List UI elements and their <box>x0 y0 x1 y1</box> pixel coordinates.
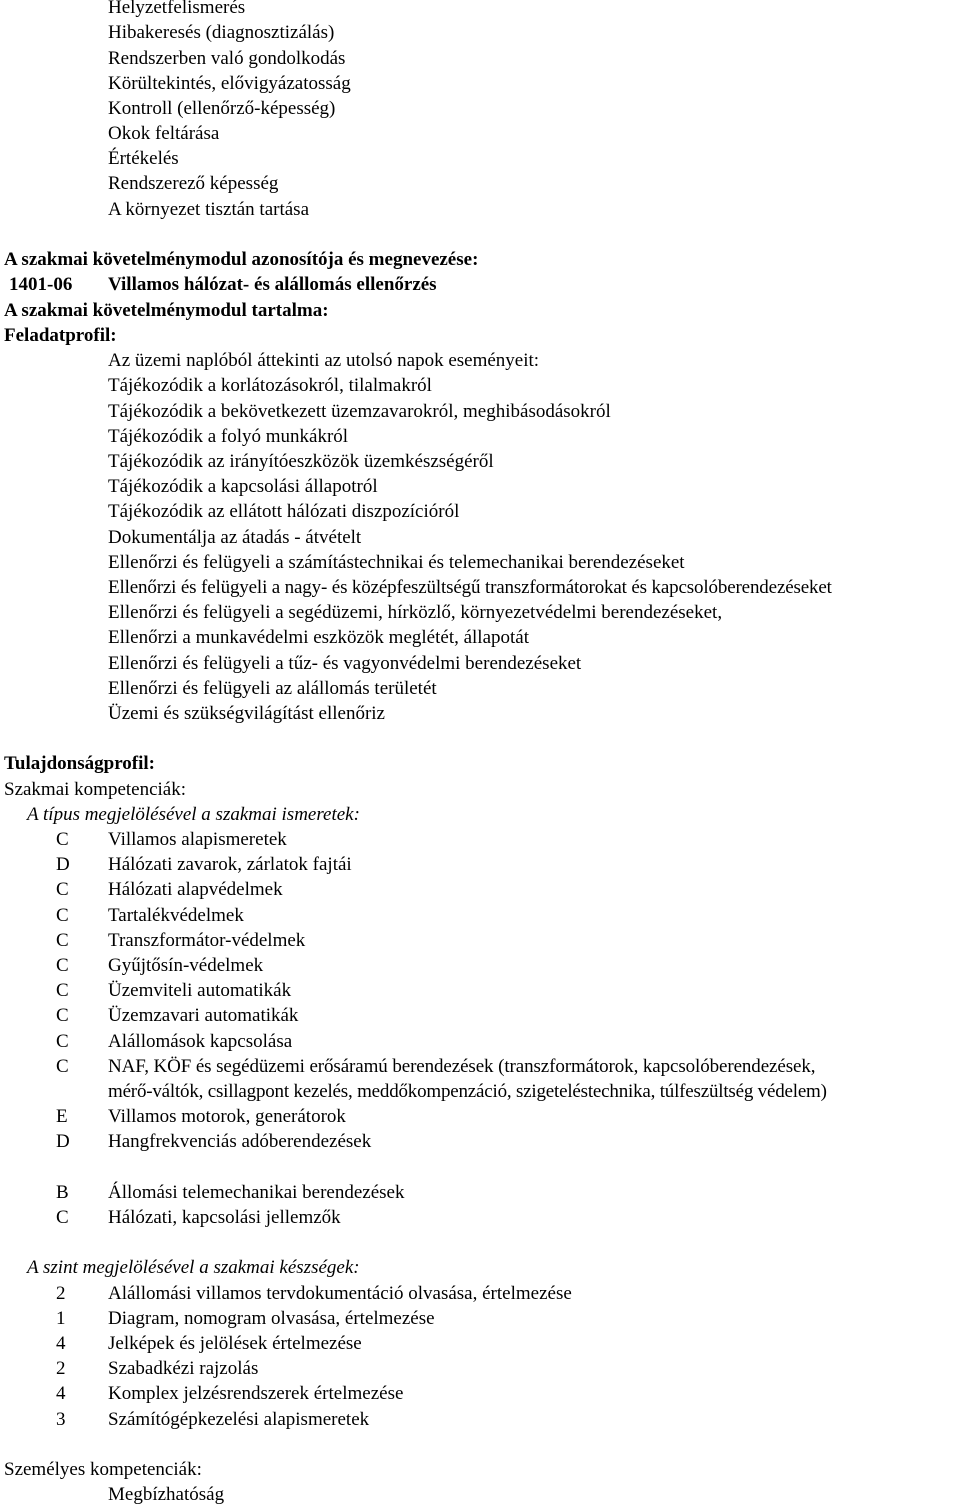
knowledge-grade: E <box>56 1106 68 1127</box>
personal-competencies-heading: Személyes kompetenciák: <box>4 1459 202 1480</box>
list-item: Rendszerben való gondolkodás <box>108 48 346 69</box>
skill-item: Jelképek és jelölések értelmezése <box>108 1333 362 1354</box>
task-item: Tájékozódik a folyó munkákról <box>108 426 349 447</box>
professional-competencies-heading: Szakmai kompetenciák: <box>4 779 187 800</box>
knowledge-grade: C <box>56 980 69 1001</box>
knowledge-item: Alállomások kapcsolása <box>108 1031 293 1052</box>
knowledge-item: Villamos alapismeretek <box>108 829 287 850</box>
task-item: Ellenőrzi és felügyeli a nagy- és középfeszültségű transzformátorokat és kapcsolóberendezéseket <box>108 577 832 598</box>
knowledge-grade: C <box>56 1207 69 1228</box>
task-item: Tájékozódik az ellátott hálózati diszpozícióról <box>108 501 460 522</box>
knowledge-item: Tartalékvédelmek <box>108 905 244 926</box>
module-code: 1401-06 <box>9 274 73 295</box>
module-content-heading: A szakmai követelménymodul tartalma: <box>4 300 329 321</box>
knowledge-item: Hálózati alapvédelmek <box>108 879 283 900</box>
personal-item: Megbízhatóság <box>108 1484 225 1505</box>
module-name: Villamos hálózat- és alállomás ellenőrzés <box>108 274 437 295</box>
knowledge-grade: B <box>56 1182 69 1203</box>
knowledge-item: Hálózati zavarok, zárlatok fajtái <box>108 854 352 875</box>
knowledge-grade: C <box>56 905 69 926</box>
list-item: Értékelés <box>108 148 179 169</box>
knowledge-item: Hangfrekvenciás adóberendezések <box>108 1131 372 1152</box>
task-item: Dokumentálja az átadás - átvételt <box>108 527 362 548</box>
knowledge-grade: C <box>56 829 69 850</box>
knowledge-grade: C <box>56 879 69 900</box>
skill-item: Számítógépkezelési alapismeretek <box>108 1409 370 1430</box>
knowledge-item-continuation: mérő-váltók, csillagpont kezelés, meddőkompenzáció, szigeteléstechnika, túlfeszültség védelem) <box>108 1081 827 1102</box>
module-id-heading: A szakmai követelménymodul azonosítója és megnevezése: <box>4 249 479 270</box>
skills-heading: A szint megjelölésével a szakmai készségek: <box>27 1257 360 1278</box>
list-item: Helyzetfelismerés <box>108 0 246 18</box>
skill-item: Diagram, nomogram olvasása, értelmezése <box>108 1308 435 1329</box>
skill-item: Szabadkézi rajzolás <box>108 1358 259 1379</box>
knowledge-item: Hálózati, kapcsolási jellemzők <box>108 1207 341 1228</box>
knowledge-grade: C <box>56 1056 69 1077</box>
task-item: Tájékozódik a kapcsolási állapotról <box>108 476 378 497</box>
task-item: Ellenőrzi és felügyeli az alállomás területét <box>108 678 437 699</box>
knowledge-grade: C <box>56 930 69 951</box>
skill-level: 4 <box>56 1333 66 1354</box>
skill-item: Alállomási villamos tervdokumentáció olvasása, értelmezése <box>108 1283 572 1304</box>
skill-level: 1 <box>56 1308 66 1329</box>
task-item: Ellenőrzi és felügyeli a segédüzemi, hírközlő, környezetvédelmi berendezéseket, <box>108 602 723 623</box>
task-item: Az üzemi naplóból áttekinti az utolsó napok eseményeit: <box>108 350 540 371</box>
task-item: Ellenőrzi a munkavédelmi eszközök meglétét, állapotát <box>108 627 530 648</box>
list-item: A környezet tisztán tartása <box>108 199 310 220</box>
task-item: Tájékozódik az irányítóeszközök üzemkészségéről <box>108 451 494 472</box>
knowledge-heading: A típus megjelölésével a szakmai ismeretek: <box>27 804 360 825</box>
list-item: Hibakeresés (diagnosztizálás) <box>108 22 335 43</box>
knowledge-grade: C <box>56 1031 69 1052</box>
knowledge-item: Gyűjtősín-védelmek <box>108 955 264 976</box>
list-item: Kontroll (ellenőrző-képesség) <box>108 98 336 119</box>
list-item: Körültekintés, elővigyázatosság <box>108 73 351 94</box>
skill-level: 4 <box>56 1383 66 1404</box>
task-item: Ellenőrzi és felügyeli a számítástechnikai és telemechanikai berendezéseket <box>108 552 685 573</box>
list-item: Rendszerező képesség <box>108 173 279 194</box>
knowledge-item: NAF, KÖF és segédüzemi erősáramú berendezések (transzformátorok, kapcsolóberendezések, <box>108 1056 816 1077</box>
skill-level: 2 <box>56 1358 66 1379</box>
task-item: Tájékozódik a korlátozásokról, tilalmakról <box>108 375 432 396</box>
skill-level: 2 <box>56 1283 66 1304</box>
task-item: Ellenőrzi és felügyeli a tűz- és vagyonvédelmi berendezéseket <box>108 653 582 674</box>
knowledge-grade: C <box>56 1005 69 1026</box>
knowledge-grade: D <box>56 1131 70 1152</box>
knowledge-item: Transzformátor-védelmek <box>108 930 306 951</box>
property-profile-heading: Tulajdonságprofil: <box>4 753 155 774</box>
task-item: Üzemi és szükségvilágítást ellenőriz <box>108 703 385 724</box>
knowledge-grade: C <box>56 955 69 976</box>
task-item: Tájékozódik a bekövetkezett üzemzavarokról, meghibásodásokról <box>108 401 611 422</box>
knowledge-item: Állomási telemechanikai berendezések <box>108 1182 405 1203</box>
list-item: Okok feltárása <box>108 123 220 144</box>
knowledge-item: Villamos motorok, generátorok <box>108 1106 346 1127</box>
task-profile-heading: Feladatprofil: <box>4 325 117 346</box>
skill-item: Komplex jelzésrendszerek értelmezése <box>108 1383 404 1404</box>
knowledge-item: Üzemzavari automatikák <box>108 1005 299 1026</box>
knowledge-item: Üzemviteli automatikák <box>108 980 292 1001</box>
skill-level: 3 <box>56 1409 66 1430</box>
knowledge-grade: D <box>56 854 70 875</box>
